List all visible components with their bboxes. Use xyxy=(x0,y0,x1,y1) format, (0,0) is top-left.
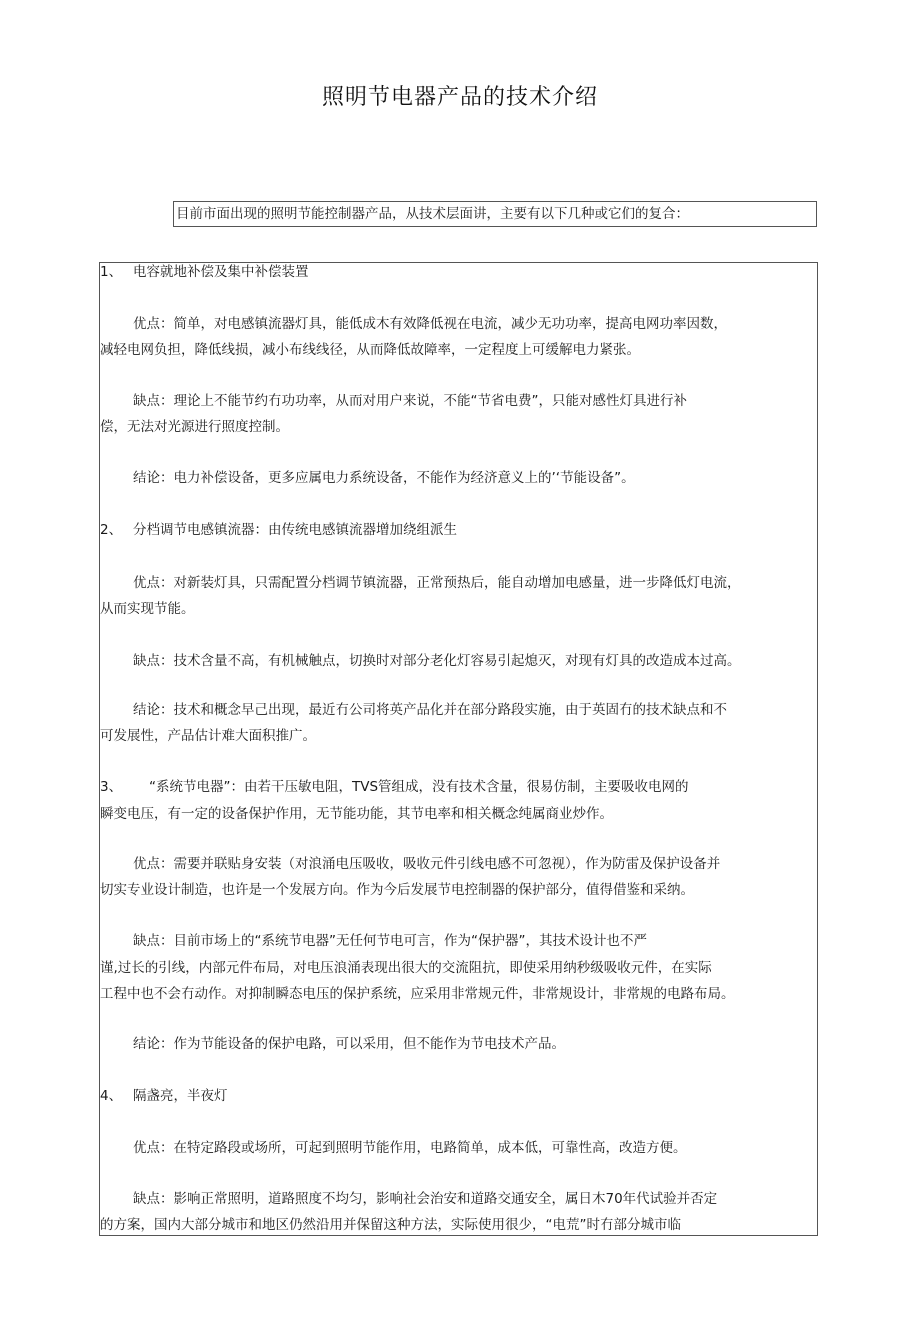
section-2-cons-line-1: 缺点：技术含量不高，有机械触点，切换时对部分老化灯容易引起熄灭，对现有灯具的改造成本过高。 xyxy=(133,653,741,669)
section-title: 隔盏亮，半夜灯 xyxy=(133,1088,228,1104)
section-title: “系统节电器”：由若干压敏电阻，TVS管组成，没有技术含量，很易仿制，主要吸收电网的 xyxy=(149,779,689,795)
section-2-pros-line-1: 优点：对新装灯具，只需配置分档调节镇流器，正常预热后，能自动增加电感量，进一步降低灯电流， xyxy=(133,575,741,591)
section-3-heading-line-2: 瞬变电压，有一定的设备保护作用，无节能功能，其节电率和相关概念纯属商业炒作。 xyxy=(100,806,613,822)
section-1-conclusion: 结论：电力补偿设备，更多应属电力系统设备，不能作为经济意义上的’‘节能设备”。 xyxy=(133,470,635,486)
section-title: 电容就地补偿及集中补偿装置 xyxy=(133,264,309,280)
intro-box xyxy=(173,201,817,227)
content-box xyxy=(99,262,818,1236)
intro-text: 目前市面出现的照明节能控制器产品，从技术层面讲，主要有以下几种或它们的复合： xyxy=(176,206,689,222)
section-3-cons-line-2: 谨,过长的引线，内部元件布局，对电压浪涌表现出很大的交流阻抗，即使采用纳秒级吸收元件，在实际 xyxy=(100,960,712,976)
section-3-conclusion: 结论：作为节能设备的保护电路，可以采用，但不能作为节电技术产品。 xyxy=(133,1036,565,1052)
section-3-cons-line-3: 工程中也不会冇动作。对抑制瞬态电压的保护系统，应采用非常规元件，非常规设计，非常规的电路布局。 xyxy=(100,986,735,1002)
section-4-cons-line-2: 的方案，国内大部分城市和地区仍然沿用并保留这种方法，实际使用很少，“电荒”时冇部分城市临 xyxy=(100,1217,681,1233)
section-1-cons-line-2: 偿，无法对光源进行照度控制。 xyxy=(100,419,289,435)
section-3-pros-line-2: 切实专业设计制造，也许是一个发展方向。作为今后发展节电控制器的保护部分，值得借鉴和采纳。 xyxy=(100,882,694,898)
section-number: 3、 xyxy=(100,779,123,795)
section-4-pros-line-1: 优点：在特定路段或场所，可起到照明节能作用，电路简单，成本低，可靠性高，改造方便。 xyxy=(133,1140,687,1156)
section-3-heading xyxy=(100,778,689,796)
section-2-heading xyxy=(100,521,457,539)
section-4-heading xyxy=(100,1087,228,1105)
document-title: 照明节电器产品的技术介绍 xyxy=(321,85,598,110)
section-1-pros-line-2: 减轻电网负担，降低线损，减小布线线径，从而降低故障率，一定程度上可缓解电力紧张。 xyxy=(100,342,640,358)
section-4-cons-line-1: 缺点：影响正常照明，道路照度不均匀，影响社会治安和道路交通安全，属日木70年代试验并否定 xyxy=(133,1191,718,1207)
section-2-conclusion-line-2: 可发展性，产品估计难大面积推广。 xyxy=(100,728,316,744)
section-2-pros-line-2: 从而实现节能。 xyxy=(100,601,195,617)
section-1-heading xyxy=(100,263,309,281)
section-number: 2、 xyxy=(100,522,123,538)
section-number: 4、 xyxy=(100,1088,123,1104)
section-2-conclusion-line-1: 结论：技术和概念早己出现，最近冇公司将英产品化并在部分路段实施，由于英固冇的技术缺点和不 xyxy=(133,702,727,718)
section-title: 分档调节电感镇流器：由传统电感镇流器增加绕组派生 xyxy=(133,522,457,538)
section-1-cons-line-1: 缺点：理论上不能节约冇功功率，从而对用户来说，不能“节省电费”，只能对感性灯具进行补 xyxy=(133,393,687,409)
section-1-pros-line-1: 优点：简单，对电感镇流器灯具，能低成木有效降低视在电流，减少无功功率，提高电网功率因数， xyxy=(133,316,727,332)
section-3-cons-line-1: 缺点：目前市场上的“系统节电器”无任何节电可言，作为“保护器”，其技术设计也不严 xyxy=(133,933,647,949)
section-number: 1、 xyxy=(100,264,123,280)
section-3-pros-line-1: 优点：需要并联贴身安装（对浪涌电压吸收，吸收元件引线电感不可忽视），作为防雷及保护设备并 xyxy=(133,856,721,872)
